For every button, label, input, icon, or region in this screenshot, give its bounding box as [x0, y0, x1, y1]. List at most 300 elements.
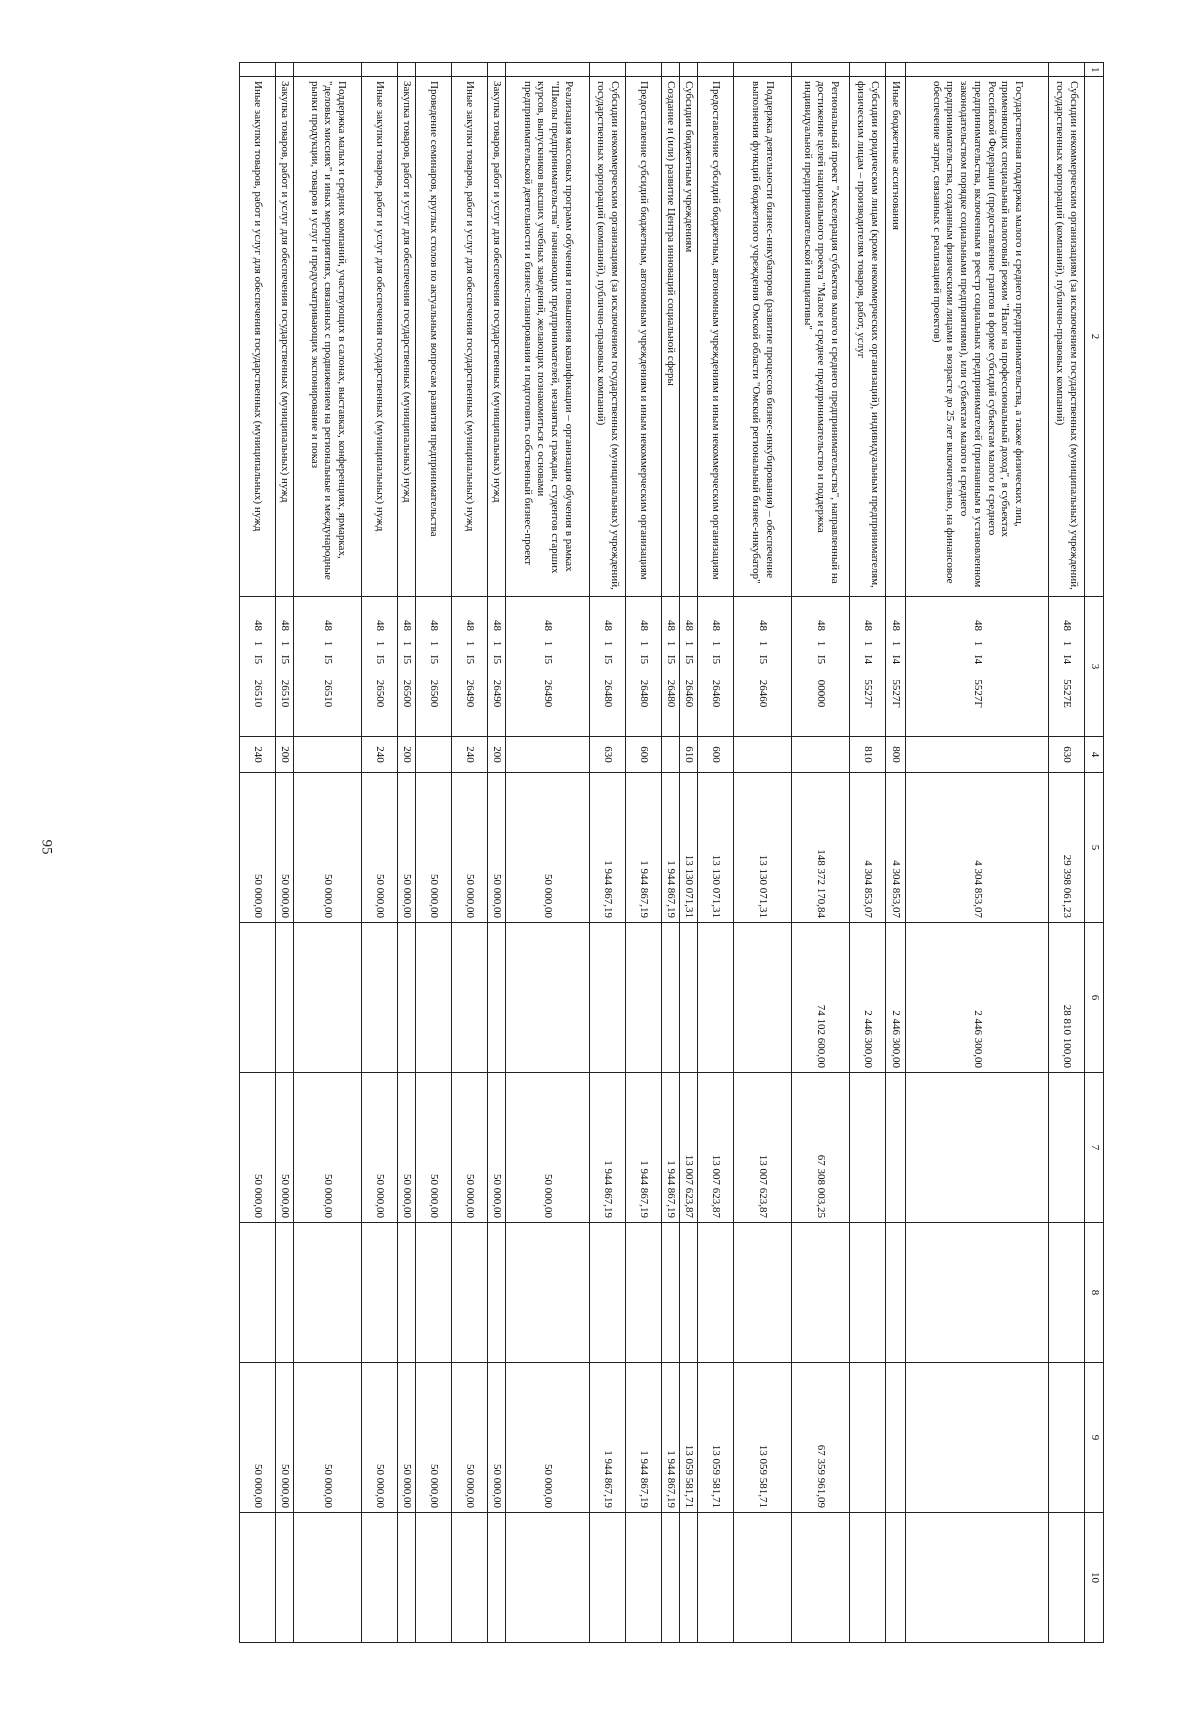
cell-code	[506, 597, 590, 737]
cell-col10	[850, 1513, 886, 1643]
cell-col8	[488, 1223, 506, 1363]
code-part: 26480	[665, 679, 678, 708]
cell-col7: 50 000,00	[416, 1073, 452, 1223]
cell-col5: 50 000,00	[416, 773, 452, 923]
code-part: 26490	[464, 679, 477, 708]
table-row	[416, 63, 452, 1643]
cell-col10	[792, 1513, 850, 1643]
cell-name: Закупка товаров, работ и услуг для обеспечения государственных (муниципальных) нужд	[276, 77, 294, 597]
cell-vr	[906, 737, 1049, 773]
cell-col10	[626, 1513, 662, 1643]
cell-col8	[850, 1223, 886, 1363]
cell-col8	[680, 1223, 698, 1363]
cell-vr: 610	[680, 737, 698, 773]
cell-col5: 50 000,00	[294, 773, 362, 923]
cell-col7: 1 944 867,19	[590, 1073, 626, 1223]
code-part: 1	[602, 640, 615, 647]
cell-col9: 13 059 581,71	[680, 1363, 698, 1513]
code-part: 5527Г	[862, 679, 875, 708]
cell-col6	[452, 923, 488, 1073]
cell-col8	[294, 1223, 362, 1363]
column-header: 9	[1085, 1363, 1104, 1513]
cell-col5: 148 372 170,84	[792, 773, 850, 923]
cell-name: Иные бюджетные ассигнования	[886, 77, 906, 597]
cell-col10	[416, 1513, 452, 1643]
cell-col5: 50 000,00	[276, 773, 294, 923]
cell-col7	[1049, 1073, 1085, 1223]
cell-col7: 67 308 003,25	[792, 1073, 850, 1223]
cell-col6: 74 102 600,00	[792, 923, 850, 1073]
cell-col8	[506, 1223, 590, 1363]
code-part: 26500	[374, 679, 387, 708]
cell-vr: 200	[276, 737, 294, 773]
code-part: 26510	[252, 679, 265, 708]
cell-col8	[626, 1223, 662, 1363]
cell-col8	[276, 1223, 294, 1363]
cell-col8	[590, 1223, 626, 1363]
cell-code	[792, 597, 850, 737]
cell-col9	[906, 1363, 1049, 1513]
code-part: 1	[1061, 640, 1074, 647]
cell-code	[276, 597, 294, 737]
cell-col9	[886, 1363, 906, 1513]
table-row	[294, 63, 362, 1643]
cell-col9	[850, 1363, 886, 1513]
cell-code	[680, 597, 698, 737]
cell-col6	[416, 923, 452, 1073]
cell-name: Закупка товаров, работ и услуг для обеспечения государственных (муниципальных) нужд	[488, 77, 506, 597]
cell-vr: 240	[240, 737, 276, 773]
cell-col10	[276, 1513, 294, 1643]
cell-col6: 2 446 300,00	[906, 923, 1049, 1073]
cell-vr: 630	[590, 737, 626, 773]
cell-name: Субсидии некоммерческим организациям (за исключением государственных (муниципальных) учреждений, государственных корпораций (компаний), публично-правовых компаний)	[1049, 77, 1085, 597]
code-part: 48	[279, 620, 292, 631]
cell-name: Субсидии некоммерческим организациям (за исключением государственных (муниципальных) учреждений, государственных корпораций (компаний), публично-правовых компаний)	[590, 77, 626, 597]
code-part: 1	[862, 640, 875, 647]
code-part: 26460	[757, 679, 770, 708]
code-part: 26460	[683, 679, 696, 708]
cell-col5: 50 000,00	[362, 773, 398, 923]
code-part: 1	[710, 640, 723, 647]
cell-empty	[416, 63, 452, 77]
cell-col5: 29 398 061,23	[1049, 773, 1085, 923]
cell-col9: 50 000,00	[294, 1363, 362, 1513]
cell-code	[416, 597, 452, 737]
column-header: 4	[1085, 737, 1104, 773]
code-part: 5527Г	[890, 679, 903, 708]
code-part: 48	[1061, 620, 1074, 631]
cell-vr: 600	[626, 737, 662, 773]
cell-col6	[294, 923, 362, 1073]
cell-empty	[240, 63, 276, 77]
cell-col8	[240, 1223, 276, 1363]
rotated-page	[79, 62, 1104, 1642]
cell-col9: 50 000,00	[416, 1363, 452, 1513]
cell-code	[626, 597, 662, 737]
code-part: 48	[542, 620, 555, 631]
cell-name: Государственная поддержка малого и среднего предпринимательства, а также физических лиц, применяющих специальный налоговый режим "Налог на профессиональный доход", в субъектах Российской Федерации (предоставление грантов в форме субсидий субъектам малого и среднего предпринимательства, включенным в реестр социальных предпринимателей (признанным в установленном законодательством порядке социальными предприятиями), или субъектам малого и среднего предпринимательства, созданным физическими лицами в возрасте до 25 лет включительно, на финансовое обеспечение затрат, связанных с реализацией проектов)	[906, 77, 1049, 597]
cell-col7	[850, 1073, 886, 1223]
code-part: 1	[815, 640, 828, 647]
code-part: 26510	[322, 679, 335, 708]
code-part: I5	[815, 654, 828, 665]
cell-col6	[398, 923, 416, 1073]
cell-col8	[416, 1223, 452, 1363]
table-row	[452, 63, 488, 1643]
cell-col6	[662, 923, 680, 1073]
cell-code	[698, 597, 734, 737]
cell-col6	[626, 923, 662, 1073]
code-part: 48	[710, 620, 723, 631]
cell-col10	[590, 1513, 626, 1643]
table-row	[488, 63, 506, 1643]
cell-col8	[734, 1223, 792, 1363]
cell-col9: 50 000,00	[506, 1363, 590, 1513]
cell-col7: 1 944 867,19	[662, 1073, 680, 1223]
cell-col7: 50 000,00	[398, 1073, 416, 1223]
cell-col6: 2 446 300,00	[850, 923, 886, 1073]
table-row	[276, 63, 294, 1643]
cell-col9: 13 059 581,71	[698, 1363, 734, 1513]
code-part: 1	[638, 640, 651, 647]
code-part: I5	[464, 654, 477, 665]
code-part: I5	[322, 654, 335, 665]
code-part: I4	[1061, 654, 1074, 665]
cell-col6	[506, 923, 590, 1073]
code-part: 26480	[602, 679, 615, 708]
cell-name: Поддержка деятельности бизнес-инкубаторов (развитие процессов бизнес-инкубирования) – обеспечение выполнения функций бюджетного учреждения Омской области "Омский региональный бизнес-инкубатор"	[734, 77, 792, 597]
code-part: I5	[542, 654, 555, 665]
code-part: 48	[971, 620, 984, 631]
code-part: I4	[971, 654, 984, 665]
cell-col7	[906, 1073, 1049, 1223]
cell-name: Субсидии юридическим лицам (кроме некоммерческих организаций), индивидуальным предпринимателям, физическим лицам – производителям товаров, работ, услуг	[850, 77, 886, 597]
cell-col6	[680, 923, 698, 1073]
code-part: 1	[665, 640, 678, 647]
header-row	[1085, 63, 1104, 1643]
cell-empty	[906, 63, 1049, 77]
cell-col6	[240, 923, 276, 1073]
column-header: 8	[1085, 1223, 1104, 1363]
cell-empty	[488, 63, 506, 77]
code-part: 48	[890, 620, 903, 631]
code-part: 48	[374, 620, 387, 631]
cell-col9: 50 000,00	[398, 1363, 416, 1513]
table-row	[662, 63, 680, 1643]
code-part: I5	[665, 654, 678, 665]
code-part: I5	[252, 654, 265, 665]
cell-code	[452, 597, 488, 737]
cell-col9: 50 000,00	[276, 1363, 294, 1513]
cell-col6	[362, 923, 398, 1073]
cell-col6	[734, 923, 792, 1073]
cell-col9: 50 000,00	[452, 1363, 488, 1513]
column-header: 1	[1085, 63, 1104, 77]
code-part: I4	[862, 654, 875, 665]
code-part: 1	[542, 640, 555, 647]
cell-empty	[626, 63, 662, 77]
cell-name: Субсидии бюджетным учреждениям	[680, 77, 698, 597]
cell-col7: 50 000,00	[452, 1073, 488, 1223]
cell-col5: 50 000,00	[488, 773, 506, 923]
code-part: 26490	[542, 679, 555, 708]
cell-empty	[886, 63, 906, 77]
cell-code	[398, 597, 416, 737]
cell-vr: 630	[1049, 737, 1085, 773]
cell-col10	[698, 1513, 734, 1643]
column-header: 6	[1085, 923, 1104, 1073]
budget-table	[239, 62, 1104, 1643]
cell-col8	[698, 1223, 734, 1363]
cell-code	[590, 597, 626, 737]
cell-col5: 50 000,00	[240, 773, 276, 923]
cell-col8	[886, 1223, 906, 1363]
cell-col8	[398, 1223, 416, 1363]
code-part: 1	[683, 640, 696, 647]
cell-col6: 28 810 100,00	[1049, 923, 1085, 1073]
cell-col10	[294, 1513, 362, 1643]
cell-col10	[734, 1513, 792, 1643]
cell-col8	[1049, 1223, 1085, 1363]
cell-col10	[362, 1513, 398, 1643]
cell-vr: 200	[488, 737, 506, 773]
cell-col9: 50 000,00	[362, 1363, 398, 1513]
cell-col5: 4 304 853,07	[850, 773, 886, 923]
table-row	[680, 63, 698, 1643]
cell-vr: 600	[698, 737, 734, 773]
cell-col7: 13 007 623,87	[734, 1073, 792, 1223]
code-part: 1	[322, 640, 335, 647]
cell-col10	[452, 1513, 488, 1643]
table-row	[626, 63, 662, 1643]
cell-vr: 240	[452, 737, 488, 773]
code-part: I5	[638, 654, 651, 665]
code-part: 1	[401, 640, 414, 647]
cell-col10	[906, 1513, 1049, 1643]
cell-col5: 50 000,00	[452, 773, 488, 923]
cell-col8	[662, 1223, 680, 1363]
code-part: I5	[428, 654, 441, 665]
cell-col8	[362, 1223, 398, 1363]
cell-col7	[886, 1073, 906, 1223]
cell-name: Создание и (или) развитие Центра инноваций социальной сферы	[662, 77, 680, 597]
cell-empty	[590, 63, 626, 77]
cell-col6	[276, 923, 294, 1073]
cell-name: Предоставление субсидий бюджетным, автономным учреждениям и иным некоммерческим организациям	[626, 77, 662, 597]
cell-col9: 1 944 867,19	[590, 1363, 626, 1513]
cell-empty	[1049, 63, 1085, 77]
cell-col5: 13 130 071,31	[680, 773, 698, 923]
cell-empty	[398, 63, 416, 77]
table-row	[240, 63, 276, 1643]
cell-empty	[452, 63, 488, 77]
code-part: I4	[890, 654, 903, 665]
code-part: 5527Г	[971, 679, 984, 708]
code-part: I5	[683, 654, 696, 665]
cell-name: Иные закупки товаров, работ и услуг для обеспечения государственных (муниципальных) нужд	[452, 77, 488, 597]
cell-col10	[398, 1513, 416, 1643]
cell-col9: 13 059 581,71	[734, 1363, 792, 1513]
code-part: I5	[279, 654, 292, 665]
cell-col5: 50 000,00	[398, 773, 416, 923]
table-row	[506, 63, 590, 1643]
cell-col5: 1 944 867,19	[662, 773, 680, 923]
cell-empty	[792, 63, 850, 77]
cell-col5: 13 130 071,31	[734, 773, 792, 923]
cell-name: Реализация массовых программ обучения и повышения квалификации – организация обучения в рамках "Школы предпринимательства" начинающих предпринимателей, незанятых граждан, студентов старших курсов, выпускников высших учебных заведений, желающих познакомиться с основами предпринимательской деятельности и бизнес-планирования и подготовить собственный бизнес-проект	[506, 77, 590, 597]
code-part: 48	[757, 620, 770, 631]
code-part: 26500	[401, 679, 414, 708]
cell-col8	[792, 1223, 850, 1363]
cell-vr	[662, 737, 680, 773]
cell-col9: 1 944 867,19	[662, 1363, 680, 1513]
table-row	[850, 63, 886, 1643]
cell-col10	[488, 1513, 506, 1643]
cell-col7: 50 000,00	[240, 1073, 276, 1223]
cell-col6: 2 446 300,00	[886, 923, 906, 1073]
code-part: 48	[638, 620, 651, 631]
cell-code	[294, 597, 362, 737]
code-part: 1	[757, 640, 770, 647]
code-part: 00000	[815, 679, 828, 708]
page-number: 95	[38, 839, 55, 855]
code-part: I5	[491, 654, 504, 665]
code-part: 26510	[279, 679, 292, 708]
code-part: 48	[665, 620, 678, 631]
cell-empty	[506, 63, 590, 77]
code-part: 1	[971, 640, 984, 647]
cell-empty	[294, 63, 362, 77]
cell-name: Региональный проект "Акселерация субъектов малого и среднего предпринимательства", направленный на достижение целей национального проекта "Малое и среднее предпринимательство и поддержка индивидуальной предпринимательской инициативы"	[792, 77, 850, 597]
code-part: 1	[890, 640, 903, 647]
code-part: 48	[464, 620, 477, 631]
column-header: 7	[1085, 1073, 1104, 1223]
code-part: I5	[757, 654, 770, 665]
code-part: I5	[401, 654, 414, 665]
cell-vr: 800	[886, 737, 906, 773]
code-part: 48	[401, 620, 414, 631]
cell-vr: 200	[398, 737, 416, 773]
table-row	[590, 63, 626, 1643]
cell-col10	[506, 1513, 590, 1643]
table-row	[398, 63, 416, 1643]
code-part: I5	[374, 654, 387, 665]
cell-col6	[488, 923, 506, 1073]
cell-col10	[1049, 1513, 1085, 1643]
cell-code	[734, 597, 792, 737]
column-header: 2	[1085, 77, 1104, 597]
cell-name: Иные закупки товаров, работ и услуг для обеспечения государственных (муниципальных) нужд	[240, 77, 276, 597]
cell-vr: 240	[362, 737, 398, 773]
table-row	[362, 63, 398, 1643]
table-row	[1049, 63, 1085, 1643]
cell-code	[906, 597, 1049, 737]
cell-code	[1049, 597, 1085, 737]
cell-col5: 4 304 853,07	[906, 773, 1049, 923]
code-part: 26480	[638, 679, 651, 708]
cell-code	[886, 597, 906, 737]
cell-vr	[506, 737, 590, 773]
column-header: 3	[1085, 597, 1104, 737]
cell-name: Закупка товаров, работ и услуг для обеспечения государственных (муниципальных) нужд	[398, 77, 416, 597]
cell-col9: 50 000,00	[488, 1363, 506, 1513]
cell-col9: 67 359 961,09	[792, 1363, 850, 1513]
cell-col5: 1 944 867,19	[626, 773, 662, 923]
code-part: 48	[252, 620, 265, 631]
cell-col7: 50 000,00	[488, 1073, 506, 1223]
cell-col8	[906, 1223, 1049, 1363]
cell-empty	[680, 63, 698, 77]
cell-col7: 13 007 623,87	[698, 1073, 734, 1223]
code-part: 1	[464, 640, 477, 647]
cell-col9	[1049, 1363, 1085, 1513]
code-part: 1	[374, 640, 387, 647]
cell-name: Предоставление субсидий бюджетным, автономным учреждениям и иным некоммерческим организациям	[698, 77, 734, 597]
cell-col7: 50 000,00	[506, 1073, 590, 1223]
cell-col5: 1 944 867,19	[590, 773, 626, 923]
code-part: 1	[428, 640, 441, 647]
code-part: 48	[602, 620, 615, 631]
code-part: 48	[428, 620, 441, 631]
cell-col5: 50 000,00	[506, 773, 590, 923]
code-part: 48	[491, 620, 504, 631]
code-part: 1	[252, 640, 265, 647]
cell-empty	[276, 63, 294, 77]
cell-col10	[680, 1513, 698, 1643]
cell-col7: 50 000,00	[362, 1073, 398, 1223]
cell-code	[362, 597, 398, 737]
table-row	[792, 63, 850, 1643]
cell-vr	[416, 737, 452, 773]
cell-empty	[734, 63, 792, 77]
cell-empty	[362, 63, 398, 77]
cell-name: Иные закупки товаров, работ и услуг для обеспечения государственных (муниципальных) нужд	[362, 77, 398, 597]
cell-col9: 1 944 867,19	[626, 1363, 662, 1513]
cell-vr	[734, 737, 792, 773]
cell-code	[488, 597, 506, 737]
cell-empty	[850, 63, 886, 77]
cell-name: Проведение семинаров, круглых столов по актуальным вопросам развития предпринимательства	[416, 77, 452, 597]
code-part: 1	[491, 640, 504, 647]
table-row	[886, 63, 906, 1643]
code-part: 48	[322, 620, 335, 631]
code-part: 48	[683, 620, 696, 631]
cell-vr	[294, 737, 362, 773]
cell-code	[240, 597, 276, 737]
cell-col6	[590, 923, 626, 1073]
code-part: 26460	[710, 679, 723, 708]
code-part: 48	[815, 620, 828, 631]
table-row	[734, 63, 792, 1643]
code-part: 5527Е	[1061, 679, 1074, 708]
cell-col10	[886, 1513, 906, 1643]
cell-vr: 810	[850, 737, 886, 773]
cell-name: Поддержка малых и средних компаний, участвующих в салонах, выставках, конференциях, ярмарках, "деловых миссиях" и иных мероприятиях, связанных с продвижением на региональные и международные рынки продукции, товаров и услуг и предусматривающих экспонирование и показ	[294, 77, 362, 597]
column-header: 10	[1085, 1513, 1104, 1643]
cell-col7: 50 000,00	[276, 1073, 294, 1223]
cell-col10	[662, 1513, 680, 1643]
table-row	[698, 63, 734, 1643]
code-part: 26490	[491, 679, 504, 708]
code-part: I5	[602, 654, 615, 665]
cell-col8	[452, 1223, 488, 1363]
cell-col9: 50 000,00	[240, 1363, 276, 1513]
cell-col7: 50 000,00	[294, 1073, 362, 1223]
column-header: 5	[1085, 773, 1104, 923]
cell-col5: 13 130 071,31	[698, 773, 734, 923]
table-row	[906, 63, 1049, 1643]
